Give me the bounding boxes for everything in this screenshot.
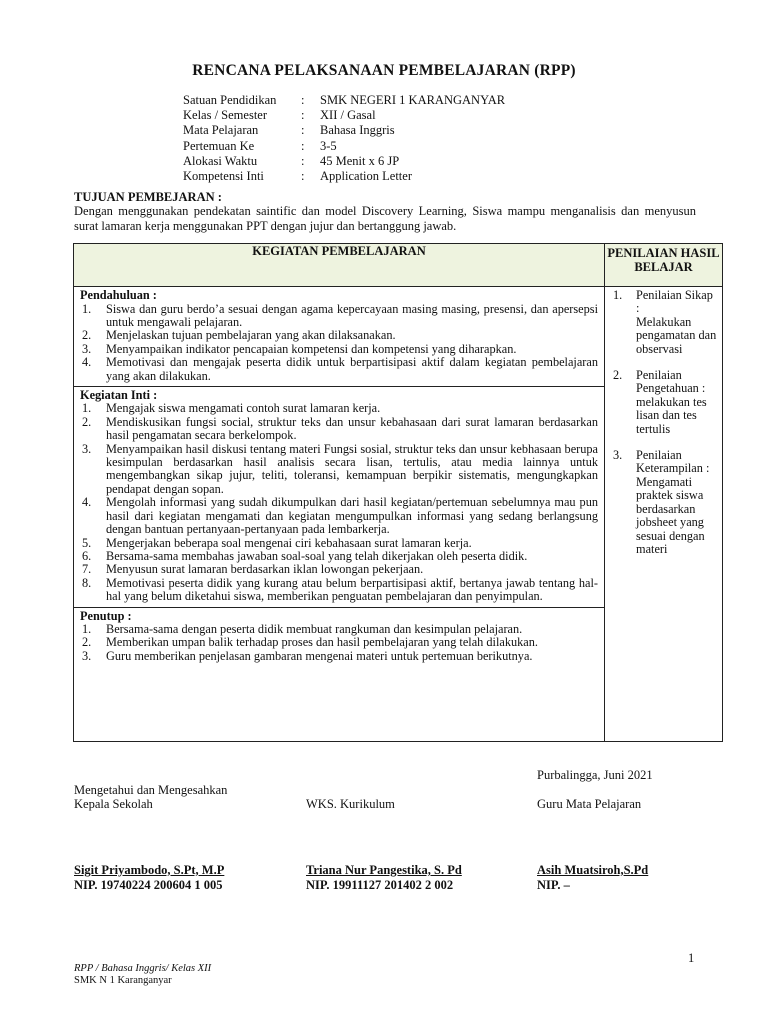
info-row-kompetensi [183,169,505,184]
penutup-list [80,623,598,663]
section-heading: Penutup : [80,608,132,623]
item-text: Siswa dan guru berdo’a sesuai dengan agama kepercayaan masing masing, presensi, dan apersepsi untuk mengawali pelajaran. [106,301,598,329]
info-colon: : [301,108,305,123]
item-number: 1. [613,288,623,302]
item-text: Memotivasi dan mengajak peserta didik untuk berpartisipasi aktif dalam kegiatan pembelajaran yang akan dilakukan. [106,355,598,383]
item-number: 1. [82,401,92,416]
list-item [80,343,598,356]
tujuan-text: Dengan menggunakan pendekatan saintific dan model Discovery Learning, Siswa mampu menganalisis dan menyusun surat lamaran kerja menggunakan PPT dengan jujur dan bertanggung jawab. [74,204,696,233]
item-number: 3. [82,441,92,456]
info-label: Alokasi Waktu [183,153,258,168]
info-value: 45 Menit x 6 JP [320,153,400,168]
list-item [80,577,598,604]
item-number: 2. [82,635,92,650]
item-number: 5. [82,535,92,550]
item-number: 2. [613,368,623,383]
signer-name: Triana Nur Pangestika, S. Pd [306,862,462,877]
assessment-item [613,449,718,556]
item-text: Mengajak siswa mengamati contoh surat lamaran kerja. [106,401,381,416]
item-text: Mendiskusikan fungsi social, struktur teks dan unsur kebahasaan dari surat lamaran berdasarkan hasil pengamatan secara berkelompok. [106,414,598,443]
item-text: Mengolah informasi yang sudah dikumpulkan dari hasil kegiatan/pertemuan sebelumnya mau pun hasil dari kegiatan mengamati dan kegiatan mengumpulkan informasi yang sedang berlangsung dengan bantuan pertanyaan-pertanyaan pada lembarkerja. [106,495,598,537]
item-text: Bersama-sama dengan peserta didik membuat rangkuman dan kesimpulan pelajaran. [106,622,523,637]
tujuan-heading: TUJUAN PEMBEJARAN : [74,190,222,204]
place-date: Purbalingga, Juni 2021 [537,768,653,782]
section-heading: Pendahuluan : [80,288,157,302]
list-item [80,623,598,636]
info-colon: : [301,138,305,153]
page-number: 1 [688,951,695,965]
signature-block-wks [306,797,462,892]
info-row-alokasi [183,154,505,169]
assessment-item [613,289,718,356]
item-text: Bersama-sama membahas jawaban soal-soal yang telah dikerjakan oleh peserta didik. [106,548,528,563]
activity-table [73,243,723,742]
item-number: 7. [82,562,92,577]
item-text: Menyampaikan indikator pencapaian kompetensi dan kompetensi yang diharapkan. [106,341,517,356]
info-row-kelas [183,108,505,123]
assessment-title: Penilaian Keterampilan : [636,448,710,476]
header-kegiatan: KEGIATAN PEMBELAJARAN [74,244,605,287]
approval-label: Mengetahui dan Mengesahkan [74,783,228,797]
info-colon: : [301,169,305,184]
item-text: Menjelaskan tujuan pembelajaran yang akan dilaksanakan. [106,328,396,343]
header-penilaian: PENILAIAN HASIL BELAJAR [605,244,723,287]
assessment-cell [605,287,723,742]
list-item [80,496,598,536]
identity-block [183,93,505,184]
list-item [80,537,598,550]
item-number: 1. [82,622,92,637]
item-text: Memberikan umpan balik terhadap proses dan hasil pembelajaran yang telah dilakukan. [106,635,538,650]
info-label: Pertemuan Ke [183,138,255,153]
item-number: 8. [82,575,92,590]
item-text: Guru memberikan penjelasan gambaran mengenai materi untuk pertemuan berikutnya. [106,648,533,663]
info-label: Mata Pelajaran [183,123,259,138]
item-text: Mengerjakan beberapa soal mengenai ciri kebahasaan surat lamaran kerja. [106,535,472,550]
assessment-desc: Melakukan pengamatan dan observasi [636,314,717,356]
section-penutup [74,607,605,741]
item-number: 6. [82,548,92,563]
list-item [80,329,598,342]
document-title: RENCANA PELAKSANAAN PEMBELAJARAN (RPP) [192,62,576,79]
item-number: 1. [82,301,92,316]
footer-line: SMK N 1 Karanganyar [74,975,172,987]
info-colon: : [301,123,305,138]
item-number: 3. [613,448,623,463]
signer-nip: NIP. – [537,877,570,892]
signature-block-kepala [74,797,224,892]
list-item [80,550,598,563]
item-number: 3. [82,341,92,356]
signature-block-guru [537,797,648,892]
item-number: 4. [82,495,92,510]
section-heading: Kegiatan Inti : [80,387,158,402]
item-number: 2. [82,328,92,343]
list-item [80,356,598,383]
list-item [80,636,598,649]
inti-list [80,402,598,603]
assessment-desc: melakukan tes lisan dan tes tertulis [636,394,707,436]
page-footer [74,963,211,988]
info-value: Application Letter [320,169,412,184]
item-number: 3. [82,648,92,663]
section-inti [74,386,605,607]
info-value: 3-5 [320,138,337,153]
list-item [80,650,598,663]
footer-line: RPP / Bahasa Inggris/ Kelas XII [74,963,212,974]
info-label: Kompetensi Inti [183,169,264,184]
info-colon: : [301,153,305,168]
info-colon: : [301,93,305,107]
list-item [80,443,598,497]
item-number: 4. [82,355,92,370]
item-number: 2. [82,414,92,429]
assessment-desc: Mengamati praktek siswa berdasarkan jobsheet yang sesuai dengan materi [636,474,705,556]
signer-role: Kepala Sekolah [74,797,153,811]
info-label: Satuan Pendidikan [183,93,277,107]
info-row-satuan [183,93,505,108]
pendahuluan-list [80,303,598,383]
list-item [80,416,598,443]
item-text: Memotivasi peserta didik yang kurang atau belum berpartisipasi aktif, bertanya jawab tentang hal-hal yang belum diketahui siswa, memberikan penguatan pembelajaran dan penyimpulan. [106,575,598,604]
assessment-title: Penilaian Sikap : [636,288,713,316]
list-item [80,303,598,330]
signer-nip: NIP. 19740224 200604 1 005 [74,877,223,892]
list-item [80,402,598,415]
assessment-title: Penilaian Pengetahuan : [636,368,706,396]
info-row-pertemuan [183,139,505,154]
info-row-mapel [183,123,505,138]
info-label: Kelas / Semester [183,108,268,123]
info-value: SMK NEGERI 1 KARANGANYAR [320,93,506,107]
info-value: Bahasa Inggris [320,123,395,138]
section-pendahuluan [74,287,605,387]
item-text: Menyusun surat lamaran berdasarkan iklan lowongan pekerjaan. [106,562,424,577]
signer-name: Sigit Priyambodo, S.Pt, M.P [74,862,225,877]
signer-role: Guru Mata Pelajaran [537,797,642,811]
list-item [80,563,598,576]
signer-nip: NIP. 19911127 201402 2 002 [306,877,454,892]
signer-role: WKS. Kurikulum [306,797,395,811]
item-text: Menyampaikan hasil diskusi tentang materi Fungsi sosial, struktur teks dan unsur kebhasaan berupa kesimpulan berdasarkan hasil analisis secara lisan, tertulis, atau media lainnya untuk mengembangkan sikap jujur, teliti, toleransi, kemampuan berpikir sistematis, mengungkapkan pendapat dengan sopan. [106,441,598,496]
assessment-item [613,369,718,436]
info-value: XII / Gasal [320,108,376,123]
signer-name: Asih Muatsiroh,S.Pd [537,862,649,877]
